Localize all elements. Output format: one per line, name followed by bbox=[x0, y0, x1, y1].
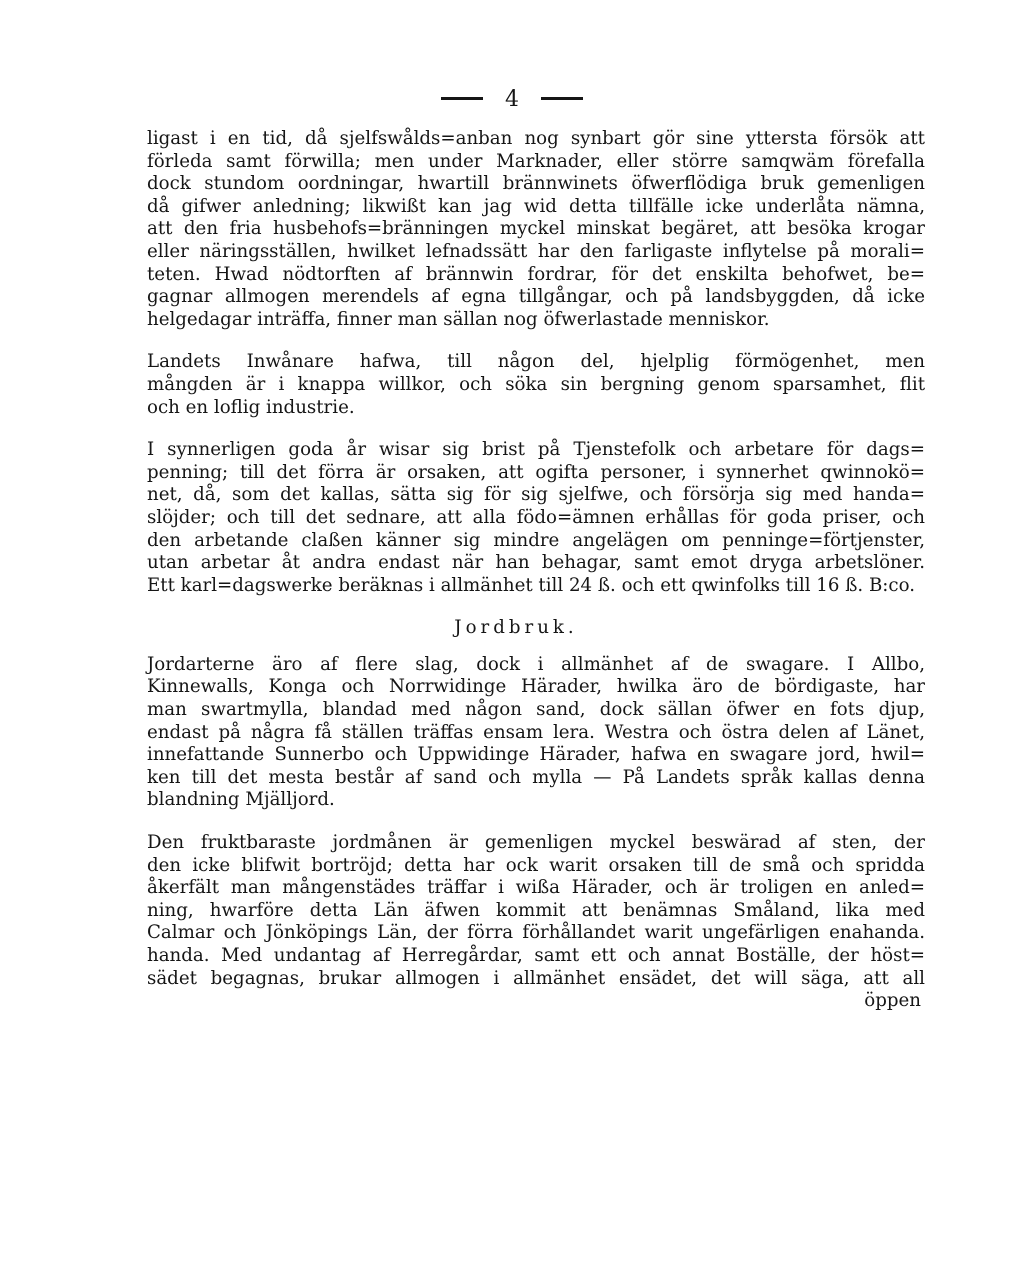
text-line: Landets Inwånare hafwa, till någon del, hjelplig förmögenhet, men bbox=[147, 351, 925, 373]
text-line: åkerfält man mångenstädes träffar i wißa Härader, och är troligen en anled= bbox=[147, 877, 925, 899]
page-header bbox=[0, 86, 1024, 114]
text-line: Calmar och Jönköpings Län, der förra förhållandet warit ungefärligen enahanda. bbox=[147, 922, 925, 944]
text-line: Den fruktbaraste jordmånen är gemenligen myckel beswärad af sten, der bbox=[147, 832, 925, 854]
text-line: då gifwer anledning; likwißt kan jag wid detta tillfälle icke underlåta nämna, bbox=[147, 195, 925, 217]
text-line: penning; till det förra är orsaken, att ogifta personer, i synnerhet qwinnokö= bbox=[147, 461, 925, 483]
text-line: innefattande Sunnerbo och Uppwidinge Härader, hafwa en swagare jord, hwil= bbox=[147, 744, 925, 766]
text-line: slöjder; och till det sednare, att alla födo=ämnen erhållas för goda priser, och bbox=[147, 506, 925, 528]
paragraph-4 bbox=[147, 654, 925, 812]
text-line: man swartmylla, blandad med någon sand, dock sällan öfwer en fots djup, bbox=[147, 699, 925, 721]
text-line: teten. Hwad nödtorften af brännwin fordrar, för det enskilta behofwet, be= bbox=[147, 263, 925, 285]
text-line: net, då, som det kallas, sätta sig för sig sjelfwe, och försörja sig med handa= bbox=[147, 484, 925, 506]
text-line: ken till det mesta består af sand och mylla — På Landets språk kallas denna bbox=[147, 766, 925, 788]
text-line: att den fria husbehofs=bränningen myckel minskat begäret, att besöka krogar bbox=[147, 218, 925, 240]
paragraph-3 bbox=[147, 439, 925, 597]
text-line: sädet begagnas, brukar allmogen i allmänhet ensädet, det will säga, att all bbox=[147, 967, 925, 989]
text-line: gagnar allmogen merendels af egna tillgångar, och på landsbyggden, då icke bbox=[147, 286, 925, 308]
text-line: handa. Med undantag af Herregårdar, samt ett och annat Boställe, der höst= bbox=[147, 945, 925, 966]
text-line: I synnerligen goda år wisar sig brist på Tjenstefolk och arbetare för dags= bbox=[147, 439, 925, 461]
body-text bbox=[147, 128, 925, 1013]
section-heading: Jordbruk. bbox=[454, 617, 578, 639]
text-line: Jordarterne äro af flere slag, dock i allmänhet af de swagare. I Allbo, bbox=[147, 653, 925, 675]
header-dash-left bbox=[441, 97, 483, 100]
text-line: utan arbetar åt andra endast när han behagar, samt emot dryga arbetslöner. bbox=[147, 552, 925, 574]
text-line: dock stundom oordningar, hwartill brännwinets öfwerflödiga bruk gemenligen bbox=[147, 173, 925, 195]
paragraph-5 bbox=[147, 832, 925, 990]
text-line: och en loflig industrie. bbox=[147, 396, 355, 418]
text-line: förleda samt förwilla; men under Marknader, eller större samqwäm förefalla bbox=[147, 150, 925, 172]
text-line: Kinnewalls, Konga och Norrwidinge Härader, hwilka äro de bördigaste, har bbox=[147, 676, 925, 698]
header-dash-right bbox=[541, 97, 583, 100]
text-line: den icke blifwit bortröjd; detta har ock warit orsaken till de små och spridda bbox=[147, 854, 925, 876]
text-line: blandning Mjälljord. bbox=[147, 789, 335, 811]
text-line: endast på några få ställen träffas ensam lera. Westra och östra delen af Länet, bbox=[147, 721, 925, 743]
text-line: ning, hwarföre detta Län äfwen kommit att benämnas Småland, lika med bbox=[147, 899, 925, 921]
text-line: eller näringsställen, hwilket lefnadssätt har den farligaste inflytelse på morali= bbox=[147, 240, 925, 262]
paragraph-2 bbox=[147, 351, 925, 419]
paragraph-1 bbox=[147, 128, 925, 331]
text-line: mångden är i knappa willkor, och söka sin bergning genom sparsamhet, flit bbox=[147, 373, 925, 395]
page-number: 4 bbox=[505, 87, 519, 112]
text-line: helgedagar inträffa, finner man sällan nog öfwerlastade menniskor. bbox=[147, 308, 770, 330]
text-line: den arbetande claßen känner sig mindre angelägen om penninge=förtjenster, bbox=[147, 529, 925, 551]
catchword: öppen bbox=[864, 990, 921, 1012]
text-line: Ett karl=dagswerke beräknas i allmänhet till 24 ß. och ett qwinfolks till 16 ß. B:co. bbox=[147, 574, 916, 596]
text-line: ligast i en tid, då sjelfswålds=anban nog synbart gör sine yttersta försök att bbox=[147, 128, 925, 149]
